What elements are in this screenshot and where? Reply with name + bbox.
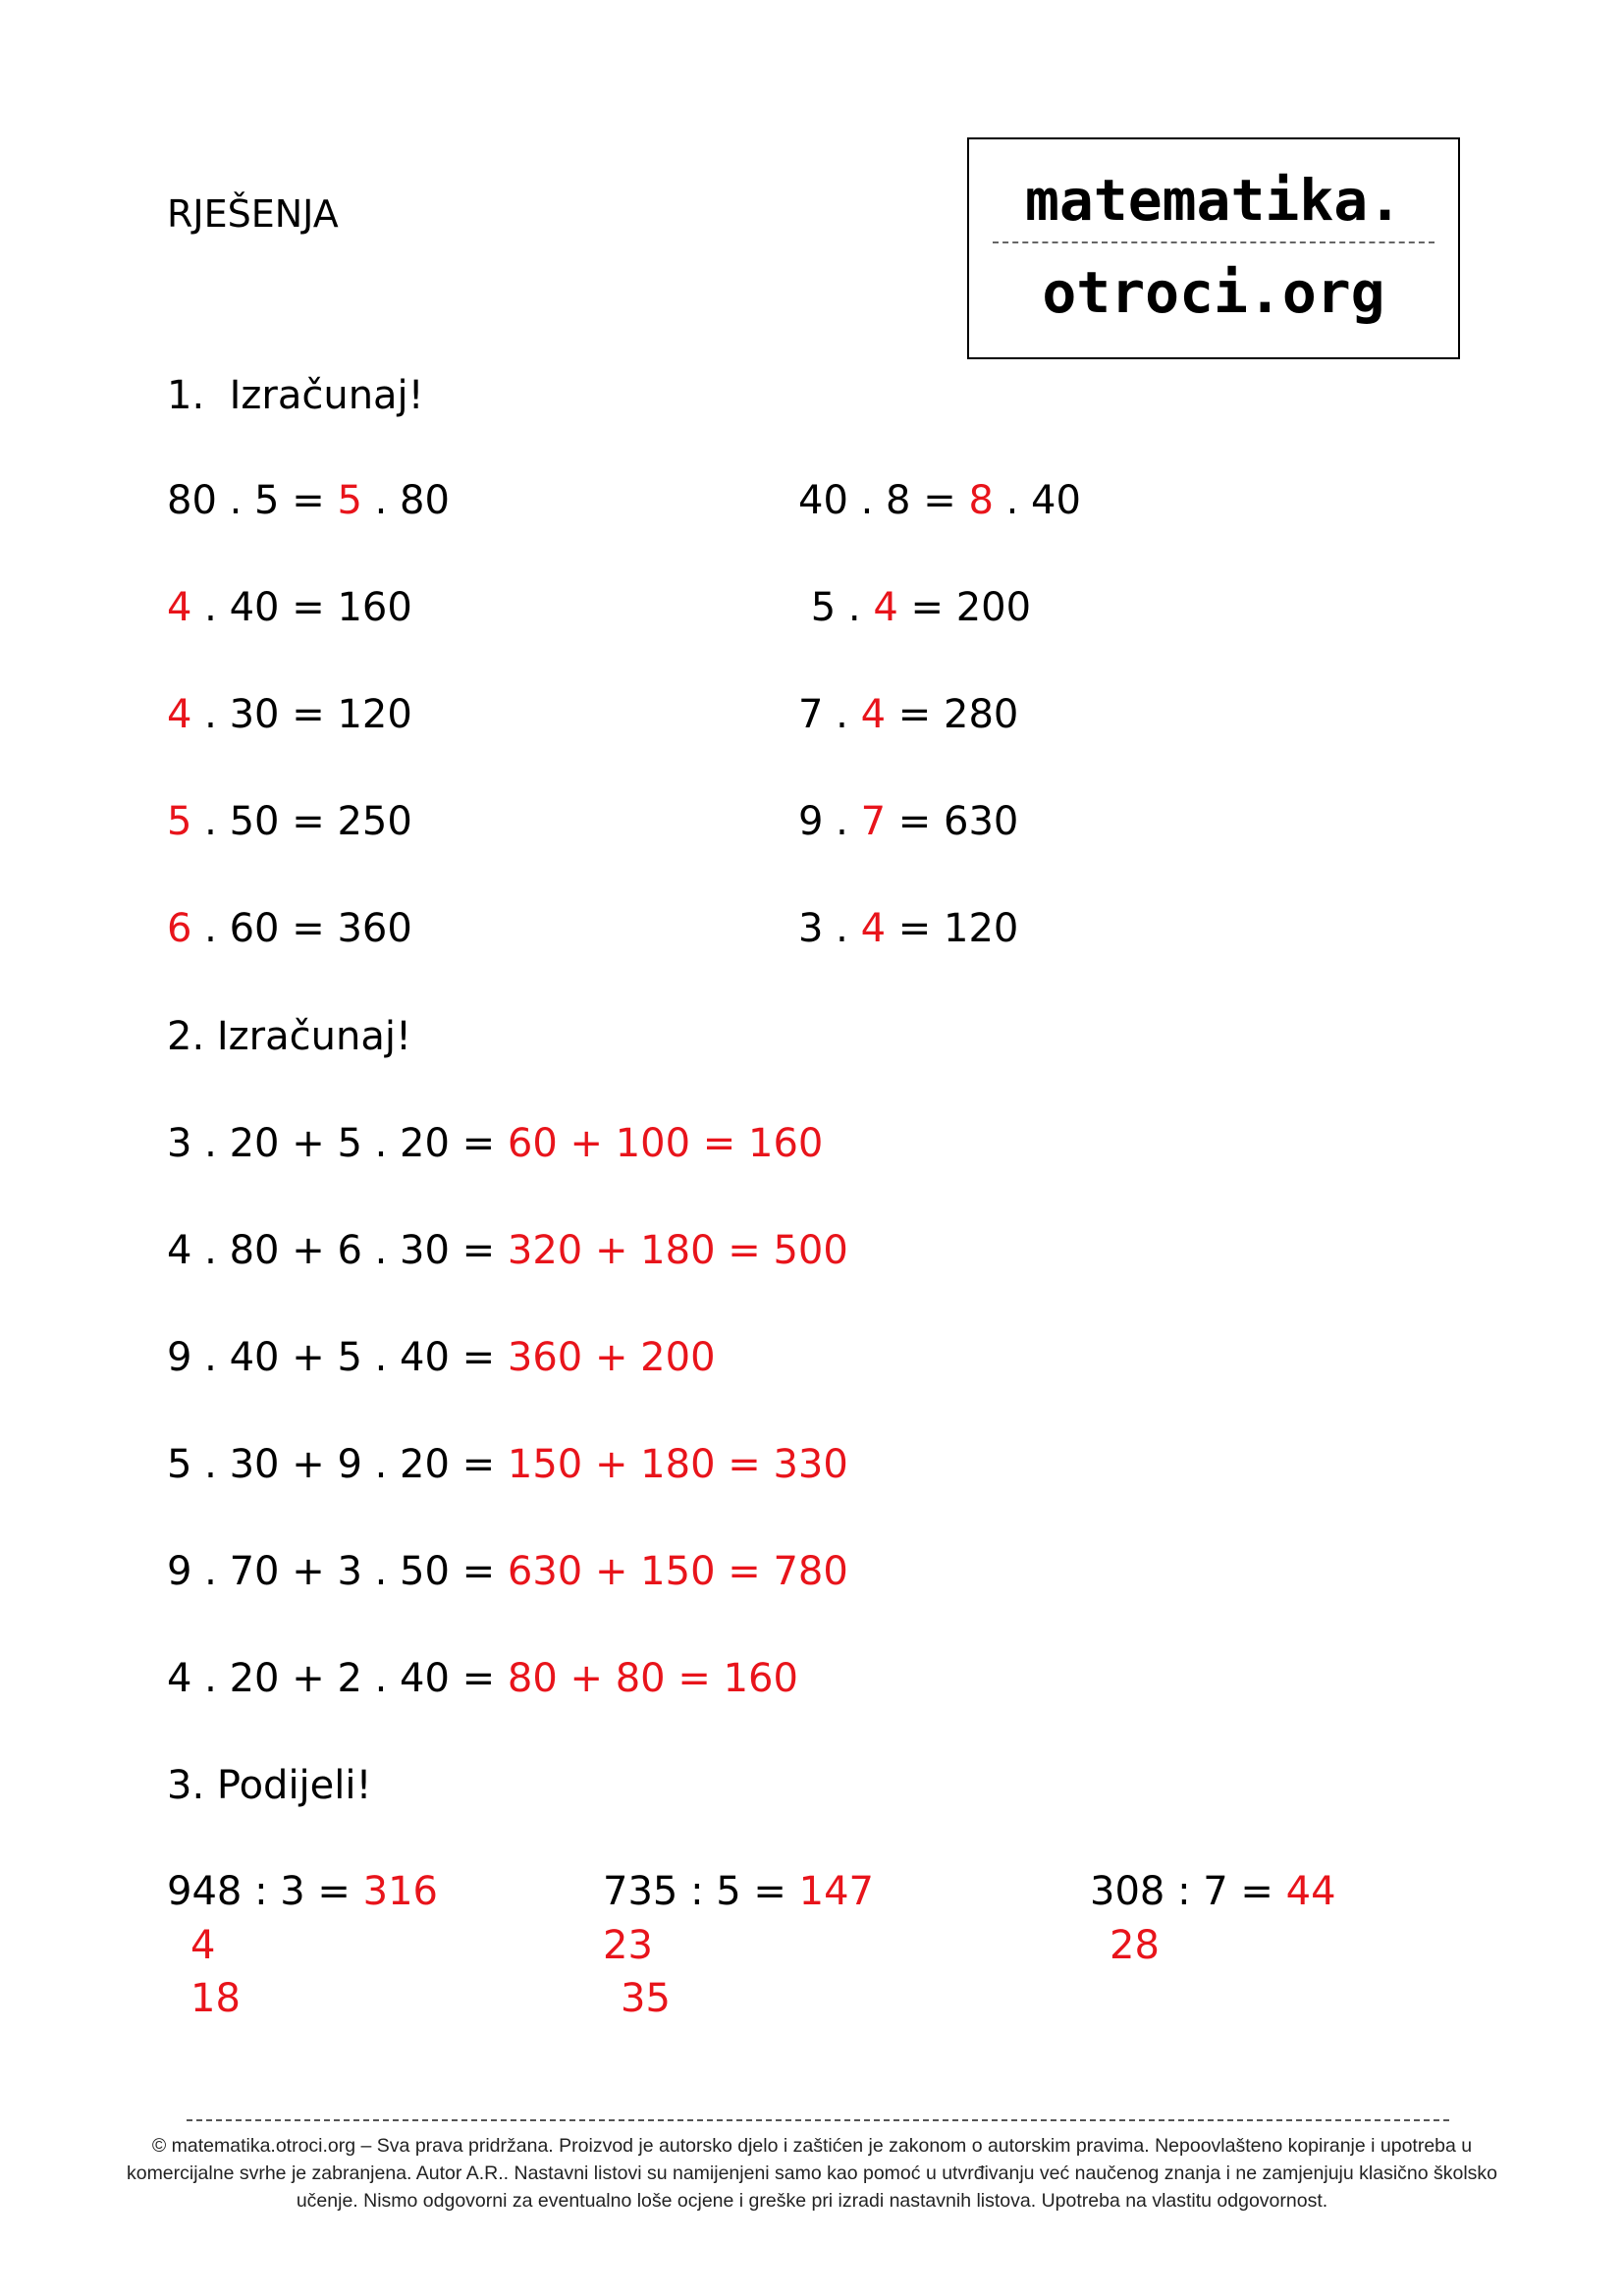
task1-left-row [167, 692, 412, 737]
expr: 5 . [798, 585, 874, 630]
expr: 3 . 20 + 5 . 20 = [167, 1121, 508, 1166]
task2-row [167, 1442, 848, 1487]
task2-row [167, 1335, 716, 1380]
task1-right-row [798, 478, 1081, 523]
logo-line-2: otroci.org [1042, 259, 1385, 326]
answer: 360 + 200 [507, 1335, 716, 1380]
expr: . 40 = 160 [191, 585, 412, 630]
logo-line-1: matematika. [1024, 167, 1403, 234]
expr: 308 : 7 = [1090, 1869, 1286, 1914]
copyright-notice: © matematika.otroci.org – Sva prava pridržana. Proizvod je autorsko djelo i zaštićen je zakonom o autorskim pravima. Nepoovlašteno kopiranje i upotreba u komercijalne svrhe je zabranjena. Autor A.R.. Nastavni listovi su namijenjeni samo kao pomoć u utvrđivanju već naučenog znanja i ne zamjenjuju klasično školsko učenje. Nismo odgovorni za eventualno loše ocjene i greške pri izradi nastavnih listova. Upotreba na vlastitu odgovornost. [126, 2135, 1498, 2212]
expr: . 50 = 250 [191, 799, 412, 844]
expr: . 40 [993, 478, 1081, 523]
answer: 147 [798, 1869, 875, 1914]
division-step: 28 [1110, 1923, 1160, 1968]
task1-left-row [167, 799, 412, 844]
task2-heading: 2. Izračunaj! [167, 1014, 411, 1059]
answer: 4 [860, 692, 887, 737]
task2-row [167, 1549, 848, 1594]
answer: 4 [860, 906, 887, 951]
answer: 4 [167, 692, 192, 737]
task1-left-row [167, 478, 450, 523]
task1-right-row [798, 799, 1019, 844]
answer: 5 [337, 478, 362, 523]
answer: 4 [873, 585, 898, 630]
answer: 5 [167, 799, 192, 844]
task1-right-row [798, 906, 1019, 951]
task1-left-row [167, 906, 412, 951]
answer: 150 + 180 = 330 [507, 1442, 848, 1487]
footer-divider [187, 2119, 1449, 2121]
answer: 4 [167, 585, 192, 630]
division-step: 18 [190, 1976, 241, 2021]
expr: 735 : 5 = [603, 1869, 799, 1914]
expr: 9 . [798, 799, 861, 844]
task2-row [167, 1656, 798, 1701]
division-expr [167, 1869, 439, 1914]
expr: 80 . 5 = [167, 478, 338, 523]
site-logo [967, 137, 1460, 359]
answer: 316 [362, 1869, 439, 1914]
answer: 60 + 100 = 160 [507, 1121, 824, 1166]
logo-divider [993, 241, 1435, 243]
division-step: 23 [603, 1923, 653, 1968]
division-step: 35 [621, 1976, 671, 2021]
expr: 4 . 20 + 2 . 40 = [167, 1656, 508, 1701]
expr: = 630 [886, 799, 1019, 844]
expr: . 60 = 360 [191, 906, 412, 951]
task2-row [167, 1121, 824, 1166]
division-expr [603, 1869, 875, 1914]
expr: 40 . 8 = [798, 478, 969, 523]
page-title: RJEŠENJA [167, 192, 339, 236]
task1-right-row [798, 585, 1032, 630]
task1-right-row [798, 692, 1019, 737]
expr: = 200 [897, 585, 1032, 630]
task3-heading: 3. Podijeli! [167, 1763, 372, 1808]
answer: 6 [167, 906, 192, 951]
expr: 948 : 3 = [167, 1869, 363, 1914]
expr: 9 . 40 + 5 . 40 = [167, 1335, 508, 1380]
answer: 80 + 80 = 160 [507, 1656, 798, 1701]
division-expr [1090, 1869, 1336, 1914]
expr: 5 . 30 + 9 . 20 = [167, 1442, 508, 1487]
expr: . 30 = 120 [191, 692, 412, 737]
answer: 8 [968, 478, 994, 523]
task1-left-row [167, 585, 412, 630]
answer: 44 [1285, 1869, 1336, 1914]
answer: 630 + 150 = 780 [507, 1549, 848, 1594]
division-step: 4 [190, 1923, 216, 1968]
expr: 3 . [798, 906, 861, 951]
expr: 7 . [798, 692, 861, 737]
expr: . 80 [361, 478, 450, 523]
expr: = 120 [886, 906, 1019, 951]
answer: 7 [860, 799, 887, 844]
expr: 4 . 80 + 6 . 30 = [167, 1228, 508, 1273]
expr: = 280 [886, 692, 1019, 737]
task1-heading: 1. Izračunaj! [167, 373, 424, 418]
expr: 9 . 70 + 3 . 50 = [167, 1549, 508, 1594]
task2-row [167, 1228, 848, 1273]
answer: 320 + 180 = 500 [507, 1228, 848, 1273]
